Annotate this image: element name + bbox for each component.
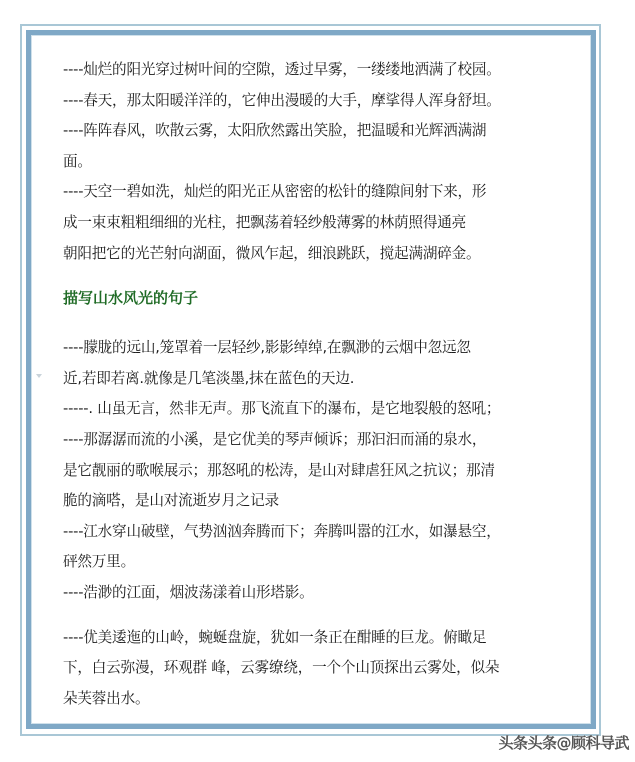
text-line: 砰然万里。: [63, 553, 135, 571]
text-line: 下，白云弥漫，环观群 峰，云雾缭绕，一个个山顶探出云雾处，似朵: [63, 659, 500, 677]
text-line: ----优美逶迤的山岭，蜿蜒盘旋，犹如一条正在酣睡的巨龙。俯瞰足: [63, 628, 487, 646]
text-line: ----浩渺的江面，烟波荡漾着山形塔影。: [63, 583, 314, 601]
text-line: 朵芙蓉出水。: [63, 689, 150, 707]
text-line: 脆的滴嗒，是山对流逝岁月之记录: [63, 492, 279, 510]
watermark: 头条头条@顾科导武: [498, 734, 629, 752]
text-line: 近,若即若离.就像是几笔淡墨,抹在蓝色的天边.: [63, 369, 355, 387]
text-line: ----春天，那太阳暖洋洋的，它伸出漫暖的大手，摩挲得人浑身舒坦。: [63, 91, 501, 109]
document-body: [63, 55, 583, 714]
text-line: 是它靓丽的歌喉展示；那怒吼的松涛，是山对肆虐狂风之抗议；那清: [63, 461, 495, 479]
text-line: ----天空一碧如洗，灿烂的阳光正从密密的松针的缝隙间射下来，形: [63, 183, 487, 201]
text-line: ----江水穿山破壁，气势汹汹奔腾而下；奔腾叫嚣的江水，如瀑悬空，: [63, 522, 501, 540]
text-line: ----灿烂的阳光穿过树叶间的空隙，透过早雾，一缕缕地洒满了校园。: [63, 61, 501, 78]
text-line: 成一束束粗粗细细的光柱，把飘荡着轻纱般薄雾的林荫照得通亮: [63, 213, 467, 231]
text-line: -----. 山虽无言，然非无声。那飞流直下的瀑布，是它地裂般的怒吼；: [63, 400, 501, 418]
text-line: 面。: [63, 152, 92, 170]
text-line: ----朦胧的远山,笼罩着一层轻纱,影影绰绰,在飘渺的云烟中忽远忽: [63, 339, 471, 357]
text-line: 朝阳把它的光芒射向湖面，微风乍起，细浪跳跃，搅起满湖碎金。: [63, 244, 481, 262]
text-line: ----那潺潺而流的小溪，是它优美的琴声倾诉；那汩汩而涌的泉水，: [63, 430, 487, 448]
section-heading: 描写山水风光的句子: [63, 289, 199, 308]
caret-mark-icon: [36, 374, 42, 378]
text-line: ----阵阵春风，吹散云雾，太阳欣然露出笑脸，把温暖和光辉洒满湖: [63, 122, 487, 140]
